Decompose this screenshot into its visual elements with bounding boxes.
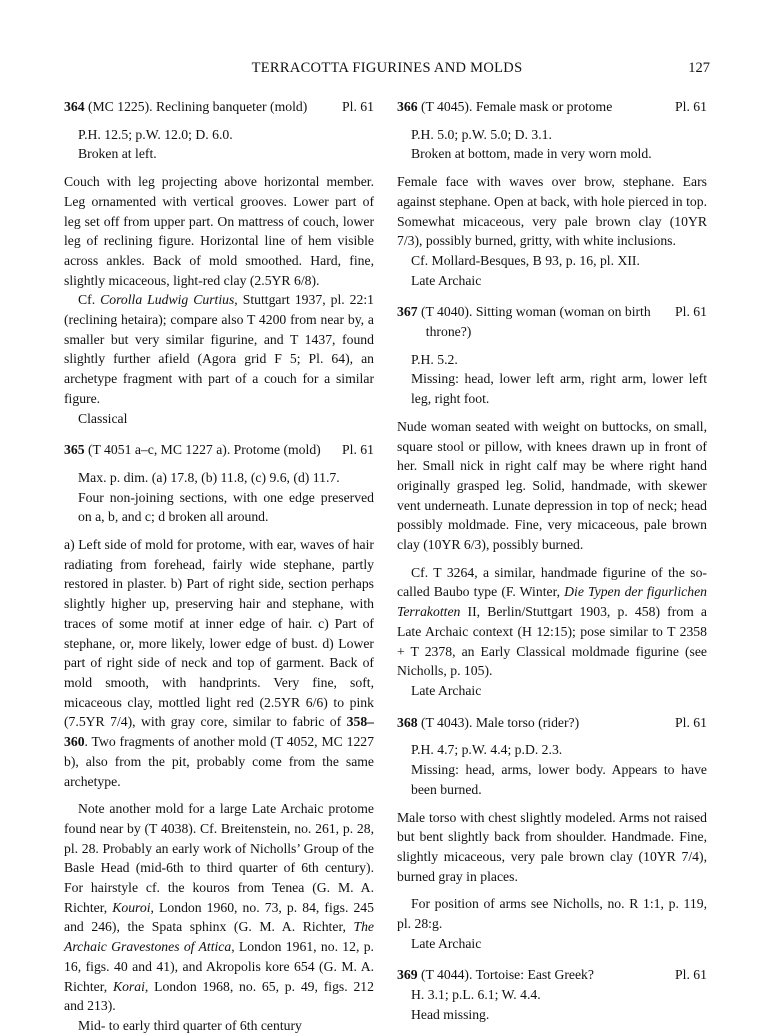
entry-number: 369 xyxy=(397,967,418,983)
condition: Broken at bottom, made in very worn mold. xyxy=(411,146,652,162)
comparanda: Cf. Mollard-Besques, B 93, p. 16, pl. XII. xyxy=(411,252,640,268)
entry-364-heading xyxy=(64,97,374,117)
plate-ref: Pl. 61 xyxy=(675,304,707,320)
description: Female face with waves over brow, stephane. Ears against stephane. Open at back, with hole pierced in top. Somewhat micaceous, very pale brown clay (10YR 7/3), possibly burned, gritty, with white inclusions. xyxy=(397,174,707,249)
entry-369-heading xyxy=(397,965,707,985)
entry-367-heading xyxy=(397,302,707,341)
description: Couch with leg projecting above horizontal member. Leg ornamented with vertical grooves. Lower part of leg set off from upper part. On mattress of couch, lower leg of reclining figure. Horizontal line of hem visible across ankles. Back of mold smoothed. Hard, fine, slightly micaceous, light-red clay (2.5YR 6/8). xyxy=(64,174,374,288)
date: Mid- to early third quarter of 6th century xyxy=(78,1017,302,1033)
condition: Four non-joining sections, with one edge preserved on a, b, and c; d broken all around. xyxy=(78,489,374,525)
dimensions: H. 3.1; p.L. 6.1; W. 4.4. xyxy=(411,987,541,1003)
dimensions: P.H. 12.5; p.W. 12.0; D. 6.0. xyxy=(78,126,233,142)
entry-title: (T 4045). Female mask or protome xyxy=(420,99,613,114)
condition: Missing: head, arms, lower body. Appears to have been burned. xyxy=(411,762,707,797)
commentary: Note another mold for a large Late Archaic protome found near by (T 4038). Cf. Breitenstein, no. 261, p. 28, pl. 28. Probably an early work of Nicholls’ Group of the Basle Head (mid-6th to third quarter of 6th century). For hairstyle cf. the kouros from Tenea (G. M. A. Richter, Kouroi, London 1960, no. 73, p. 84, figs. 245 and 246), the Spata sphinx (G. M. A. Richter, The Archaic Gravestones of Attica, London 1961, no. 12, p. 16, figs. 40 and 41), and Akropolis kore 654 (G. M. A. Richter, Korai, London 1968, no. 65, p. 49, figs. 212 and 213). xyxy=(64,801,374,1014)
dimensions: P.H. 5.2. xyxy=(411,351,458,367)
entry-title: (MC 1225). Reclining banqueter (mold) xyxy=(87,99,308,114)
date: Classical xyxy=(78,410,128,426)
condition: Missing: head, lower left arm, right arm, lower left leg, right foot. xyxy=(411,371,707,407)
right-column xyxy=(397,97,707,1025)
running-header xyxy=(64,60,710,80)
dimensions: Max. p. dim. (a) 17.8, (b) 11.8, (c) 9.6, (d) 11.7. xyxy=(78,469,340,485)
entry-title: (T 4040). Sitting woman (woman on birth throne?) xyxy=(420,304,651,340)
entry-title: (T 4043). Male torso (rider?) xyxy=(420,714,580,730)
comparanda: Cf. Corolla Ludwig Curtius, Stuttgart 1937, pl. 22:1 (reclining hetaira); compare also T 4200 from near by, a smaller but very similar figurine, and T 1437, found slightly further afield (Agora grid F 5; Pl. 64), an archetype fragment with part of a couch for a similar figure. xyxy=(64,292,374,406)
entry-366-heading xyxy=(397,97,707,117)
description: Male torso with chest slightly modeled. Arms not raised but bent slightly back from shoulder. Handmade. Fine, slightly micaceous, very pale brown clay (10YR 7/4), burned gray in places. xyxy=(397,809,707,884)
plate-ref: Pl. 61 xyxy=(675,99,707,114)
entry-368-heading xyxy=(397,713,707,733)
date: Late Archaic xyxy=(411,935,482,951)
entry-number: 368 xyxy=(397,714,418,730)
page-number: 127 xyxy=(688,60,710,76)
entry-title: (T 4051 a–c, MC 1227 a). Protome (mold) xyxy=(87,442,321,458)
dimensions: P.H. 4.7; p.W. 4.4; p.D. 2.3. xyxy=(411,742,563,758)
plate-ref: Pl. 61 xyxy=(342,99,374,114)
entry-number: 364 xyxy=(64,99,85,114)
left-column xyxy=(64,97,374,1036)
comparanda: For position of arms see Nicholls, no. R 1:1, p. 119, pl. 28:g. xyxy=(397,896,707,932)
date: Late Archaic xyxy=(411,682,482,698)
condition: Head missing. xyxy=(411,1006,490,1022)
dimensions: P.H. 5.0; p.W. 5.0; D. 3.1. xyxy=(411,126,552,142)
plate-ref: Pl. 61 xyxy=(675,714,707,730)
condition: Broken at left. xyxy=(78,146,157,162)
plate-ref: Pl. 61 xyxy=(675,967,707,983)
comparanda: Cf. T 3264, a similar, handmade figurine of the so-called Baubo type (F. Winter, Die Typen der figurlichen Terrakotten II, Berlin/Stuttgart 1903, p. 458) from a Late Archaic context (H 12:15); pose similar to T 2358 + T 2378, an Early Classical moldmade figurine (see Nicholls, p. 105). xyxy=(397,564,707,679)
description: a) Left side of mold for protome, with ear, waves of hair radiating from forehead, fairly wide stephane, partly restored in plaster. b) Part of right side, section perhaps slightly higher up, preserving hair and stephane, with traces of some motif at inner edge of hair. c) Part of stephane, or, more likely, lower edge of bust. d) Lower part of right side of neck and top of garment. Back of mold smooth, with handprints. Very fine, soft, micaceous clay, mottled light red (2.5YR 6/6) to pink (7.5YR 7/4), with gray core, similar to fabric of 358–360. Two fragments of another mold (T 4052, MC 1227 b), also from the pit, probably come from the same archetype. xyxy=(64,537,374,789)
entry-number: 367 xyxy=(397,304,418,320)
date: Late Archaic xyxy=(411,272,482,288)
description: Nude woman seated with weight on buttocks, on small, square stool or pillow, with knees drawn up in front of her. Small nick in right calf may be where right hand originally grasped leg. Solid, handmade, with skewer vent underneath. Lunate depression in top of neck; head possibly moldmade. Fine, very micaceous, pale brown clay (10YR 6/3), possibly burned. xyxy=(397,418,707,553)
entry-365-heading xyxy=(64,440,374,460)
entry-title: (T 4044). Tortoise: East Greek? xyxy=(420,967,594,983)
plate-ref: Pl. 61 xyxy=(342,442,374,458)
entry-number: 365 xyxy=(64,442,85,458)
entry-number: 366 xyxy=(397,99,418,114)
running-title: TERRACOTTA FIGURINES AND MOLDS xyxy=(251,60,523,76)
